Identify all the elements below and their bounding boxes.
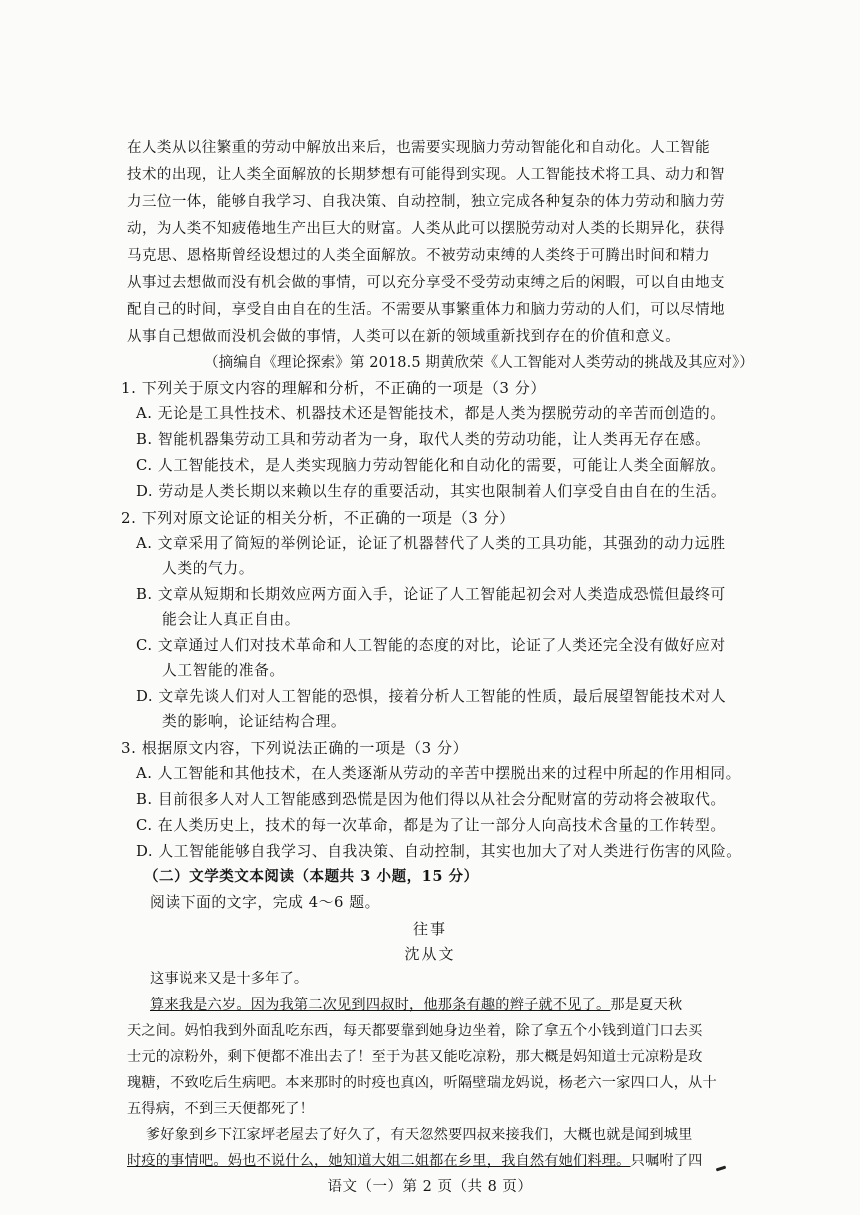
question-stem: 3. 根据原文内容，下列说法正确的一项是（3 分） [121,739,469,757]
passage-line: 配自己的时间，享受自由自在的生活。不需要从事繁重体力和脑力劳动的人们，可以尽情地 [127,302,725,318]
story-line: 五得病，不到三天便都死了！ [127,1101,315,1117]
story-title: 往事 [412,920,447,938]
page-footer: 语文（一）第 2 页（共 8 页） [327,1179,533,1195]
option-a: A. 无论是工具性技术、机器技术还是智能技术，都是人类为摆脱劳动的辛苦而创造的。 [136,405,726,422]
option-d-continued: 类的影响，论证结构合理。 [162,713,347,730]
question-stem: 2. 下列对原文论证的相关分析，不正确的一项是（3 分） [121,509,515,527]
option-a: A. 人工智能和其他技术，在人类逐渐从劳动的辛苦中摆脱出来的过程中所起的作用相同。 [136,765,741,782]
passage-line: 在人类从以往繁重的劳动中解放出来后，也需要实现脑力劳动智能化和自动化。人工智能 [127,140,711,156]
story-author: 沈从文 [404,945,456,963]
option-c: C. 人工智能技术，是人类实现脑力劳动智能化和自动化的需要，可能让人类全面解放。 [136,457,726,474]
option-c-continued: 人工智能的准备。 [162,662,285,679]
passage-line: 技术的出现，让人类全面解放的长期梦想有可能得到实现。人工智能技术将工具、动力和智 [127,167,725,183]
passage-line: 从事过去想做而没有机会做的事情，可以充分享受不受劳动束缚之后的闲暇，可以自由地支 [127,275,725,291]
option-c: C. 在人类历史上，技术的每一次革命，都是为了让一部分人向高技术含量的工作转型。 [136,817,726,834]
section-heading: （二）文学类文本阅读（本题共 3 小题，15 分） [144,868,479,885]
story-line: 瑰糖，不致吃后生病吧。本来那时的时疫也真凶，听隔壁瑞龙妈说，杨老六一家四口人，从十 [127,1075,717,1091]
story-paragraph: 这事说来又是十多年了。 [150,971,309,987]
option-b: B. 目前很多人对人工智能感到恐慌是因为他们得以从社会分配财富的劳动将会被取代。 [136,791,726,808]
story-line [127,1150,703,1172]
question-stem: 1. 下列关于原文内容的理解和分析，不正确的一项是（3 分） [121,379,546,397]
option-c: C. 文章通过人们对技术革命和人工智能的态度的对比，论证了人类还完全没有做好应对 [136,637,726,654]
reading-instruction: 阅读下面的文字，完成 4～6 题。 [150,894,380,911]
story-text-run: 只嘱咐了四 [630,1153,703,1169]
underlined-sentence: 时疫的事情吧。妈也不说什么，她知道大姐二姐都在乡里，我自然有她们料理。 [127,1153,631,1169]
underlined-sentence: 算来我是六岁。因为我第二次见到四叔时，他那条有趣的辫子就不见了。 [150,997,611,1013]
source-citation: （摘编自《理论探索》第 2018.5 期黄欣荣《人工智能对人类劳动的挑战及其应对》） [204,355,754,371]
passage-line: 从事自己想做而没机会做的事情，人类可以在新的领域重新找到存在的价值和意义。 [127,329,681,345]
story-text-run: 那是夏天秋 [610,997,683,1013]
story-paragraph [150,994,682,1016]
option-b-continued: 能会让人真正自由。 [162,611,301,628]
option-d: D. 文章先谈人们对人工智能的恐惧，接着分析人工智能的性质，最后展望智能技术对人 [136,688,727,705]
option-d: D. 劳动是人类长期以来赖以生存的重要活动，其实也限制着人们享受自由自在的生活。 [136,483,727,500]
story-line: 爹好象到乡下江家坪老屋去了好久了，有天忽然要四叔来接我们，大概也就是闻到城里 [127,1127,693,1143]
story-line: 天之间。妈怕我到外面乱吃东西，每天都要靠到她身边坐着，除了拿五个小钱到道门口去买 [127,1023,703,1039]
option-a: A. 文章采用了简短的举例论证，论证了机器替代了人类的工具功能，其强劲的动力远胜 [136,535,726,552]
option-a-continued: 人类的气力。 [162,560,255,577]
option-b: B. 智能机器集劳动工具和劳动者为一身，取代人类的劳动功能，让人类再无存在感。 [136,431,711,448]
passage-line: 马克思、恩格斯曾经设想过的人类全面解放。不被劳动束缚的人类终于可腾出时间和精力 [127,248,711,264]
passage-line: 动，为人类不知疲倦地生产出巨大的财富。人类从此可以摆脱劳动对人类的长期异化，获得 [127,221,725,237]
scan-mark [716,1166,726,1172]
story-line: 士元的凉粉外，剩下便都不准出去了！至于为甚又能吃凉粉，那大概是妈知道士元凉粉是玫 [127,1049,703,1065]
passage-line: 力三位一体，能够自我学习、自我决策、自动控制，独立完成各种复杂的体力劳动和脑力劳 [127,194,725,210]
option-d: D. 人工智能能够自我学习、自我决策、自动控制，其实也加大了对人类进行伤害的风险。 [136,843,742,860]
option-b: B. 文章从短期和长期效应两方面入手，论证了人工智能起初会对人类造成恐慌但最终可 [136,586,726,603]
